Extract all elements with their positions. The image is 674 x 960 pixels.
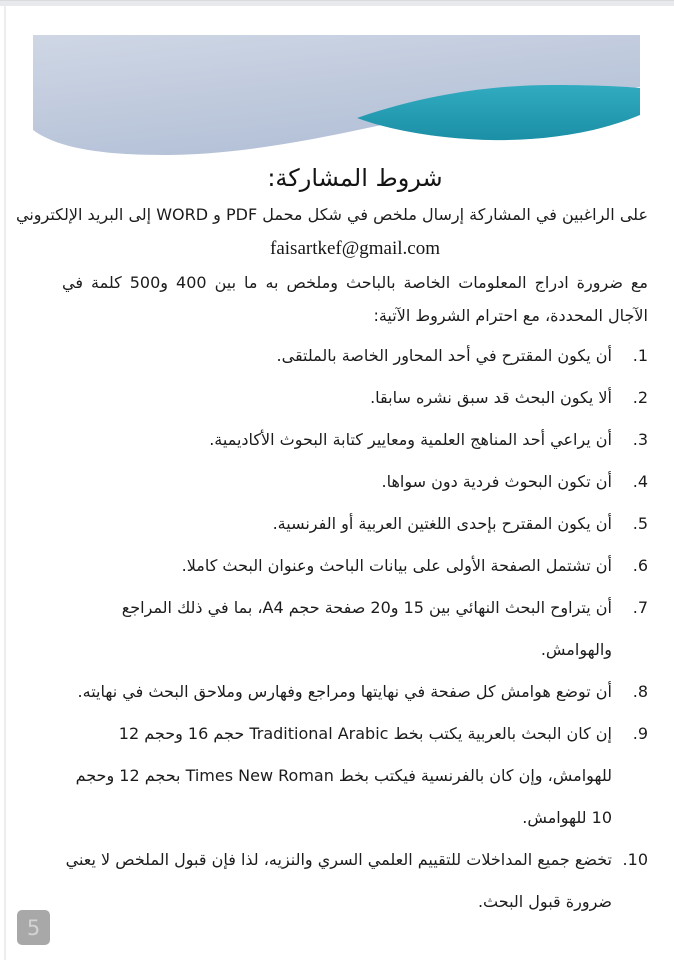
email-address: faisartkef@gmail.com: [270, 238, 440, 259]
list-item-text: أن تكون البحوث فردية دون سواها.: [381, 472, 612, 491]
conditions-list: [62, 335, 648, 923]
wave-banner-svg: [33, 33, 640, 163]
page-number-badge: 5: [17, 910, 50, 945]
list-item: [62, 671, 648, 713]
page-top-edge: [0, 0, 674, 6]
page-left-edge: [4, 6, 6, 960]
list-item-text: أن يتراوح البحث النهائي بين 15 و20 صفحة حجم A4، بما في ذلك المراجع والهوامش.: [121, 598, 612, 659]
list-item: [62, 335, 648, 377]
list-item: [62, 377, 648, 419]
list-item-text: أن تشتمل الصفحة الأولى على بيانات الباحث وعنوان البحث كاملا.: [181, 556, 612, 575]
list-item: [62, 587, 648, 671]
list-item-text: أن يكون المقترح في أحد المحاور الخاصة بالملتقى.: [276, 346, 612, 365]
list-item-text: ألا يكون البحث قد سبق نشره سابقا.: [370, 388, 612, 407]
list-item-number: 2.: [632, 388, 648, 407]
requirements-paragraph: مع ضرورة ادراج المعلومات الخاصة بالباحث وملخص به ما بين 400 و500 كلمة في الآجال المحددة، مع احترام الشروط الآتية:: [62, 273, 649, 325]
list-item: [62, 503, 648, 545]
list-item-number: 1.: [632, 346, 648, 365]
list-item-text: أن يكون المقترح بإحدى اللغتين العربية أو الفرنسية.: [272, 514, 612, 533]
list-item-number: 10.: [622, 850, 648, 869]
list-item: [62, 461, 648, 503]
list-item-text: أن توضع هوامش كل صفحة في نهايتها ومراجع وفهارس وملاحق البحث في نهايته.: [77, 682, 612, 701]
list-item-number: 8.: [632, 682, 648, 701]
list-item-text: إن كان البحث بالعربية يكتب بخط Traditional Arabic حجم 16 وحجم 12 للهوامش، وإن كان بالفرنسية فيكتب بخط Times New Roman بحجم 12 وحجم 10 للهوامش.: [75, 724, 612, 827]
document-content: [16, 158, 649, 923]
list-item-number: 4.: [632, 472, 648, 491]
list-item-number: 6.: [632, 556, 648, 575]
list-item-text: أن يراعي أحد المناهج العلمية ومعايير كتابة البحوث الأكاديمية.: [209, 430, 612, 449]
list-item-number: 9.: [632, 724, 648, 743]
list-item-number: 3.: [632, 430, 648, 449]
list-item-number: 5.: [632, 514, 648, 533]
list-item-text: تخضع جميع المداخلات للتقييم العلمي السري والنزيه، لذا فإن قبول الملخص لا يعني ضرورة قبول البحث.: [65, 850, 612, 911]
intro-paragraph: على الراغبين في المشاركة إرسال ملخص في شكل محمل PDF و WORD إلى البريد الإلكتروني: [16, 205, 648, 224]
list-item: [62, 713, 648, 839]
list-item-number: 7.: [632, 598, 648, 617]
list-item: [62, 839, 648, 923]
page-title: شروط المشاركة:: [267, 164, 443, 192]
wave-banner-graphic: [33, 33, 640, 163]
list-item: [62, 419, 648, 461]
list-item: [62, 545, 648, 587]
